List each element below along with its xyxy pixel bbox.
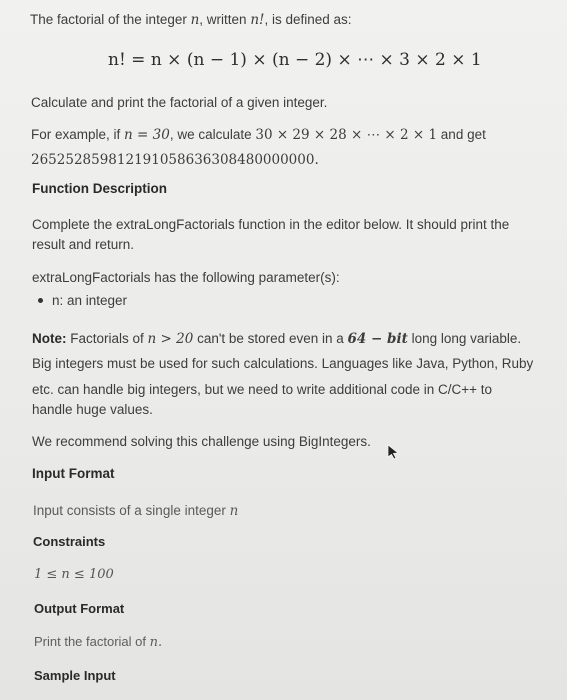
- intro-middle: , written: [199, 12, 251, 27]
- note-line2: Big integers must be used for such calculations. Languages like Java, Python, Ruby: [32, 356, 534, 371]
- example-prefix: For example, if: [31, 127, 125, 142]
- intro-var: n: [190, 12, 200, 28]
- bullet-icon: [38, 298, 43, 303]
- function-description-line2: result and return.: [32, 237, 135, 252]
- task-text: Calculate and print the factorial of a given integer.: [31, 95, 328, 110]
- output-format-heading: Output Format: [34, 601, 125, 616]
- recommendation-text: We recommend solving this challenge using BigIntegers.: [32, 434, 371, 449]
- note-suffix: long long variable.: [407, 331, 522, 346]
- output-format-text: [34, 633, 162, 652]
- parameters-intro: extraLongFactorials has the following parameter(s):: [32, 270, 340, 285]
- note-line3: etc. can handle big integers, but we need to write additional code in C/C++ to: [32, 382, 493, 397]
- output-format-text-prefix: Print the factorial of: [34, 634, 150, 649]
- example-condition: n = 30: [124, 127, 170, 143]
- example-expression: 30 × 29 × 28 × ⋯ × 2 × 1: [255, 127, 438, 143]
- example-middle: , we calculate: [169, 127, 256, 142]
- sample-input-heading: Sample Input: [34, 668, 116, 683]
- example-result: 265252859812191058636308480000000.: [31, 152, 319, 168]
- function-description-line1: Complete the extraLongFactorials function in the editor below. It should print the: [32, 217, 510, 232]
- note-line4: handle huge values.: [32, 402, 153, 417]
- intro-prefix: The factorial of the integer: [30, 12, 191, 27]
- note-condition: n > 20: [147, 331, 194, 347]
- example-suffix: and get: [437, 127, 486, 142]
- output-format-var: n.: [149, 635, 163, 650]
- factorial-formula: n! = n × (n − 1) × (n − 2) × ⋯ × 3 × 2 × 1: [108, 50, 482, 70]
- input-format-text-prefix: Input consists of a single integer: [33, 503, 230, 518]
- note-bits: 64 − bit: [347, 331, 408, 347]
- parameter-n: n: an integer: [52, 293, 128, 308]
- note-line1: [32, 330, 521, 348]
- constraints-text: 1 ≤ n ≤ 100: [34, 567, 114, 582]
- input-format-var: n: [229, 503, 239, 519]
- constraints-heading: Constraints: [33, 534, 106, 549]
- mouse-pointer-icon: [386, 444, 400, 460]
- input-format-heading: Input Format: [32, 466, 115, 481]
- note-prefix: Factorials of: [66, 331, 148, 346]
- function-description-heading: Function Description: [32, 181, 167, 196]
- intro-suffix: , is defined as:: [264, 12, 352, 27]
- input-format-text: [33, 502, 238, 520]
- example-line: [31, 126, 486, 144]
- intro-line: [30, 11, 352, 29]
- note-label: Note:: [32, 331, 67, 346]
- intro-notation: n!: [250, 12, 265, 28]
- note-middle: can't be stored even in a: [193, 331, 348, 346]
